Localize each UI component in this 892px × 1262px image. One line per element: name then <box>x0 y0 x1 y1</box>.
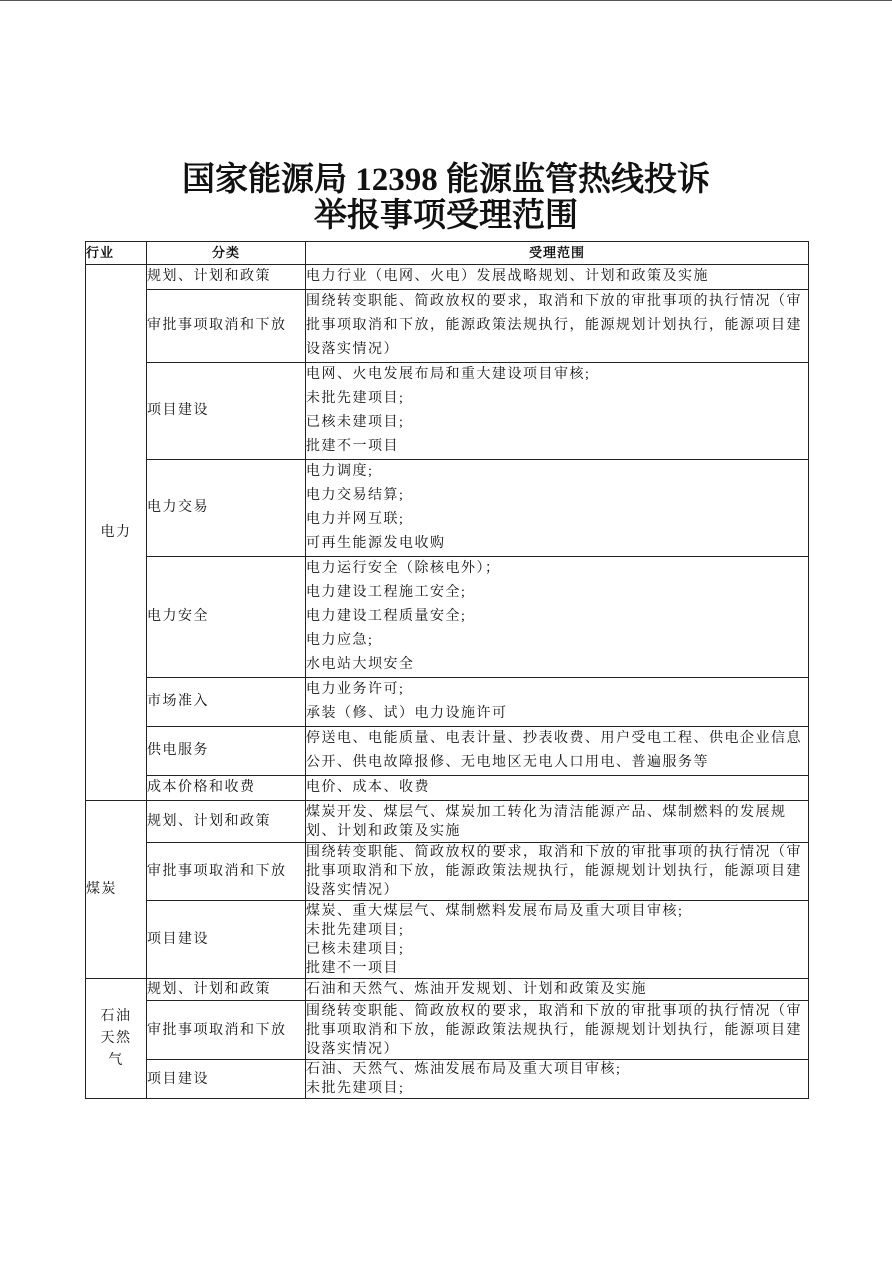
table-row <box>86 290 809 363</box>
header-category: 分类 <box>147 242 306 265</box>
table-row <box>86 843 809 901</box>
scope-line: 电力运行安全（除核电外）； <box>306 561 501 576</box>
scope-line: 电力并网互联; <box>306 512 405 527</box>
table-row <box>86 1060 809 1099</box>
scope-cell <box>306 843 809 901</box>
table-row <box>86 901 809 979</box>
scope-line: 煤炭开发、煤层气、煤炭加工转化为清洁能源产品、煤制燃料的发展规划、计划和政策及实施 <box>306 804 787 839</box>
scope-cell <box>306 901 809 979</box>
category-cell: 成本价格和收费 <box>147 776 306 801</box>
scope-cell <box>306 1001 809 1060</box>
scope-line: 已核未建项目; <box>306 941 405 957</box>
scope-cell <box>306 265 809 290</box>
scope-line: 未批先建项目; <box>306 391 405 406</box>
scope-line: 承装（修、试）电力设施许可 <box>306 706 508 721</box>
industry-label: 石油天然气 <box>100 1008 132 1068</box>
category-cell: 市场准入 <box>147 678 306 727</box>
table-row <box>86 1001 809 1060</box>
table-row <box>86 557 809 678</box>
category-cell: 项目建设 <box>147 901 306 979</box>
document-title <box>0 162 892 234</box>
scope-line: 电力应急; <box>306 633 374 648</box>
scope-cell <box>306 557 809 678</box>
category-cell: 审批事项取消和下放 <box>147 843 306 901</box>
table-row <box>86 460 809 557</box>
category-cell: 项目建设 <box>147 1060 306 1099</box>
scope-cell <box>306 290 809 363</box>
header-industry: 行业 <box>86 242 147 265</box>
table-row <box>86 727 809 776</box>
scope-line: 电力交易结算; <box>306 488 405 503</box>
scope-line: 电力建设工程质量安全; <box>306 609 467 624</box>
scope-line: 可再生能源发电收购 <box>306 536 446 551</box>
industry-cell-coal <box>86 801 147 979</box>
category-cell: 审批事项取消和下放 <box>147 290 306 363</box>
scope-cell <box>306 460 809 557</box>
category-cell: 电力安全 <box>147 557 306 678</box>
industry-label: 电力 <box>100 524 132 540</box>
scope-cell <box>306 776 809 801</box>
header-scope: 受理范围 <box>306 242 809 265</box>
industry-cell-oil-gas <box>86 979 147 1099</box>
category-cell: 规划、计划和政策 <box>147 801 306 843</box>
scope-line: 电力调度; <box>306 464 374 479</box>
page-top-rule <box>0 0 892 1</box>
scope-line: 电价、成本、收费 <box>306 780 430 795</box>
table-row <box>86 801 809 843</box>
category-cell: 供电服务 <box>147 727 306 776</box>
scope-line: 电力建设工程施工安全; <box>306 585 467 600</box>
scope-line: 批建不一项目 <box>306 439 399 454</box>
scope-line: 围绕转变职能、简政放权的要求，取消和下放的审批事项的执行情况（审批事项取消和下放，能源政策法规执行，能源规划计划执行，能源项目建设落实情况） <box>306 294 802 357</box>
industry-cell-electricity <box>86 265 147 801</box>
scope-line: 停送电、电能质量、电表计量、抄表收费、用户受电工程、供电企业信息公开、供电故障报修、无电地区无电人口用电、普遍服务等 <box>306 731 802 770</box>
scope-cell <box>306 979 809 1001</box>
scope-line: 石油、天然气、炼油发展布局及重大项目审核; <box>306 1062 622 1077</box>
title-line-2: 举报事项受理范围 <box>314 198 578 234</box>
scope-line: 批建不一项目 <box>306 960 399 976</box>
category-cell: 审批事项取消和下放 <box>147 1001 306 1060</box>
scope-cell <box>306 363 809 460</box>
scope-line: 电网、火电发展布局和重大建设项目审核; <box>306 367 591 382</box>
table-row <box>86 265 809 290</box>
table-header-row <box>86 242 809 265</box>
industry-label: 煤炭 <box>86 881 117 897</box>
scope-line: 围绕转变职能、简政放权的要求，取消和下放的审批事项的执行情况（审批事项取消和下放，能源政策法规执行，能源规划计划执行，能源项目建设落实情况） <box>306 845 802 898</box>
scope-line: 未批先建项目; <box>306 922 405 938</box>
scope-line: 已核未建项目; <box>306 415 405 430</box>
scope-cell <box>306 727 809 776</box>
scope-table <box>85 241 809 1099</box>
table-row <box>86 979 809 1001</box>
table-row <box>86 776 809 801</box>
scope-line: 水电站大坝安全 <box>306 657 415 672</box>
scope-cell <box>306 1060 809 1099</box>
title-line-1: 国家能源局 12398 能源监管热线投诉 <box>182 162 710 198</box>
table-row <box>86 363 809 460</box>
category-cell: 项目建设 <box>147 363 306 460</box>
scope-line: 石油和天然气、炼油开发规划、计划和政策及实施 <box>306 982 647 997</box>
table-row <box>86 678 809 727</box>
scope-line: 未批先建项目; <box>306 1081 405 1096</box>
scope-line: 电力行业（电网、火电）发展战略规划、计划和政策及实施 <box>306 269 709 284</box>
scope-line: 围绕转变职能、简政放权的要求，取消和下放的审批事项的执行情况（审批事项取消和下放，能源政策法规执行，能源规划计划执行，能源项目建设落实情况） <box>306 1003 802 1057</box>
scope-line: 煤炭、重大煤层气、煤制燃料发展布局及重大项目审核; <box>306 903 684 919</box>
scope-cell <box>306 678 809 727</box>
scope-cell <box>306 801 809 843</box>
scope-line: 电力业务许可; <box>306 682 405 697</box>
category-cell: 规划、计划和政策 <box>147 979 306 1001</box>
category-cell: 电力交易 <box>147 460 306 557</box>
category-cell: 规划、计划和政策 <box>147 265 306 290</box>
